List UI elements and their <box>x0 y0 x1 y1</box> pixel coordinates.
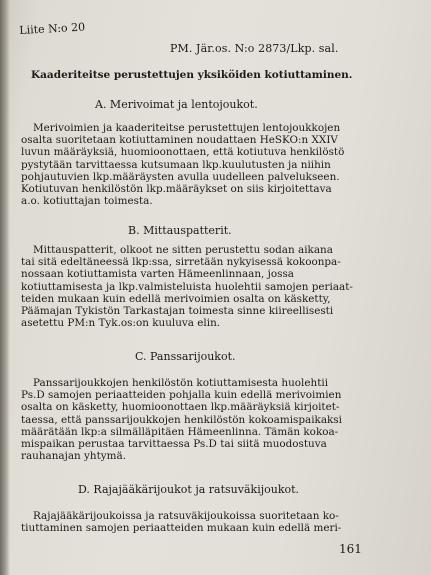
paragraph-line: tai sitä edeltäneessä lkp:ssa, sirretään nykyisessä kokoonpa- <box>21 256 341 269</box>
paragraph-line: pohjautuvien lkp.määräysten avulla uudelleen palvelukseen. <box>21 170 340 183</box>
paragraph-line: asetettu PM:n Tyk.os:on kuuluva elin. <box>21 317 221 330</box>
paragraph-line: osalta suoritetaan kotiuttaminen noudattaen HeSKO:n XXIV <box>21 134 338 147</box>
book-gutter-shadow <box>0 0 10 575</box>
section-b-paragraph <box>21 244 361 329</box>
paragraph-line: tiuttaminen samojen periaatteiden mukaan kuin edellä meri- <box>21 522 342 535</box>
paragraph-line: nossaan kotiuttamista varten Hämeenlinnaan, jossa <box>21 268 294 281</box>
appendix-label: Liite N:o 20 <box>19 20 86 37</box>
section-c-heading: C. Panssarijoukot. <box>135 350 236 363</box>
document-title: Kaaderiteitse perustettujen yksiköiden kotiuttaminen. <box>31 69 353 81</box>
paragraph-line: a.o. kotiuttajan toimesta. <box>21 195 153 208</box>
paragraph-line: Merivoimien ja kaaderiteitse perustettujen lentojoukkojen <box>33 122 341 134</box>
section-b-heading: B. Mittauspatterit. <box>128 224 232 237</box>
paragraph-line: rauhanajan yhtymä. <box>21 450 126 463</box>
paragraph-line: Päämajan Tykistön Tarkastajan toimesta sinne kiireellisesti <box>21 305 334 318</box>
paragraph-line: Panssarijoukkojen henkilöstön kotiuttamisesta huolehtii <box>33 377 329 389</box>
paragraph-line: Rajajääkärijoukoissa ja ratsuväkijoukoissa suoritetaan ko- <box>33 510 339 522</box>
reference-number: PM. Jär.os. N:o 2873/Lkp. sal. <box>170 42 339 55</box>
paragraph-line: Kotiutuvan henkilöstön lkp.määräykset on siis kirjoitettava <box>21 183 332 196</box>
paragraph-line: mispaikan perustaa tarvittaessa Ps.D tai siitä muodostuva <box>21 438 327 451</box>
paragraph-line: Ps.D samojen periaatteiden pohjalla kuin edellä merivoimien <box>21 389 342 402</box>
section-c-paragraph <box>21 377 361 462</box>
paragraph-line: kotiuttamisesta ja lkp.valmisteluista huolehtii samojen periaat- <box>21 280 353 293</box>
paragraph-line: taessa, että panssarijoukkojen henkilöstön kokoamispaikaksi <box>21 413 342 426</box>
paragraph-line: teiden mukaan kuin edellä merivoimien osalta on käsketty, <box>21 292 331 305</box>
paragraph-line: pystytään tarvittaessa kutsumaan lkp.kuulutusten ja niihin <box>21 158 331 171</box>
section-a-paragraph <box>21 122 361 207</box>
paragraph-line: luvun määräyksiä, huomioonottaen, että kotiutuva henkilöstö <box>21 146 345 159</box>
paragraph-line: määrätään lkp:a silmälläpitäen Hämeenlinna. Tämän kokoa- <box>21 425 339 438</box>
paragraph-line: Mittauspatterit, olkoot ne sitten perustettu sodan aikana <box>33 244 333 256</box>
section-d-heading: D. Rajajääkärijoukot ja ratsuväkijoukot. <box>78 483 300 496</box>
section-a-heading: A. Merivoimat ja lentojoukot. <box>95 98 258 111</box>
section-d-paragraph <box>21 510 361 534</box>
paragraph-line: osalta on käsketty, huomioonottaen lkp.määräyksiä kirjoitet- <box>21 401 340 414</box>
page-number: 161 <box>339 542 362 556</box>
